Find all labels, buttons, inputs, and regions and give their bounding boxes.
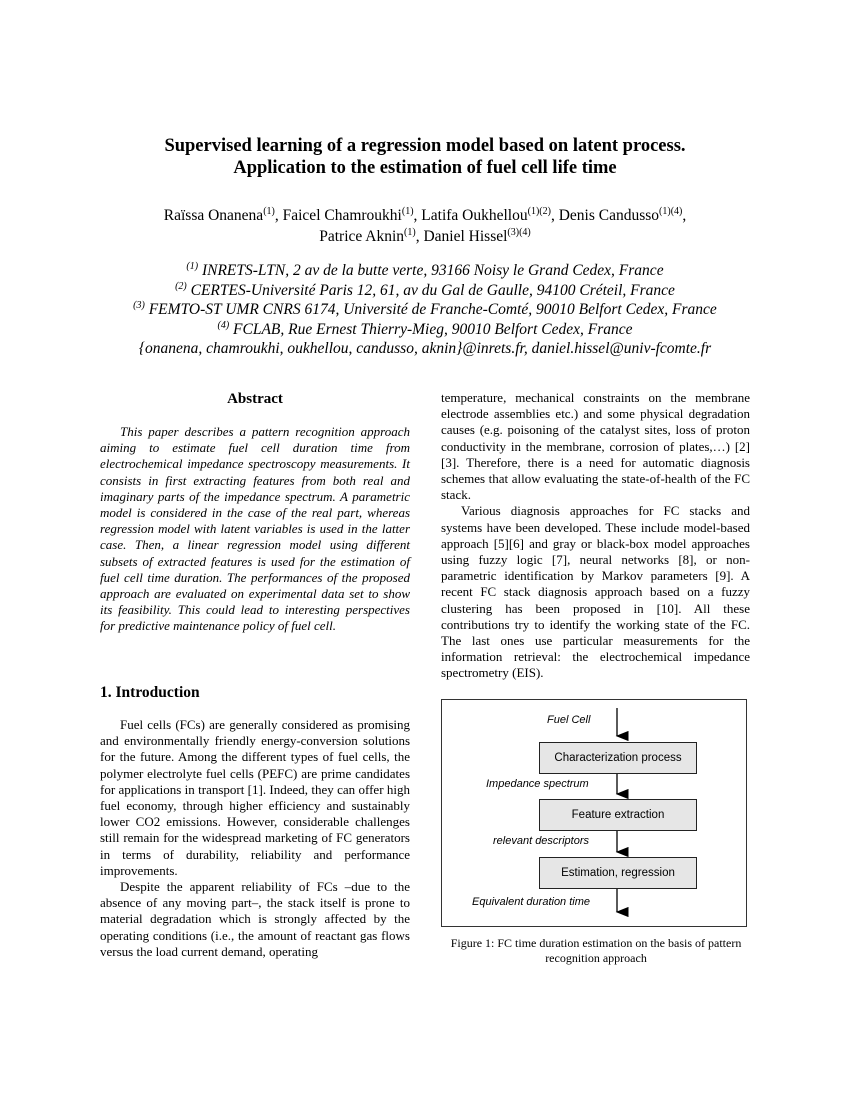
right-column-body	[441, 390, 750, 682]
affiliation-item	[30, 261, 820, 281]
affiliation-text: FCLAB, Rue Ernest Thierry-Mieg, 90010 Belfort Cedex, France	[229, 320, 633, 338]
affiliations	[30, 261, 820, 359]
title-line-2: Application to the estimation of fuel cell life time	[233, 158, 617, 178]
affiliation-number: (1)	[186, 260, 199, 272]
author-emails: {onanena, chamroukhi, oukhellou, candusso, aknin}@inrets.fr, daniel.hissel@univ-fcomte.fr	[138, 340, 712, 357]
paragraph: Various diagnosis approaches for FC stacks and systems have been developed. These include model-based approach [5][6] and gray or black-box model approaches using fuzzy logic [7], neural networks [8], or non-parametric identification by Markov parameters [9]. A recent FC stack diagnosis approach based on a fuzzy clustering has been proposed in [10]. All these contributions try to identify the working state of the FC. The last ones use particular measurements for the information retrieval: the electrochemical impedance spectrometry (EIS).	[441, 503, 750, 681]
paragraph: Despite the apparent reliability of FCs –due to the absence of any moving part–, the stack itself is prone to material degradation which is strongly affected by the operating conditions (i.e., the amount of reactant gas flows versus the load current demand, operating	[100, 879, 410, 959]
author-list	[60, 205, 790, 247]
author-affil-ref: (3)(4)	[507, 226, 531, 238]
label-impedance-spectrum: Impedance spectrum	[486, 778, 589, 790]
author-affil-ref: (1)(4)	[659, 205, 683, 217]
label-equivalent-duration: Equivalent duration time	[472, 896, 591, 908]
affiliation-text: INRETS-LTN, 2 av de la butte verte, 93166 Noisy le Grand Cedex, France	[198, 262, 664, 279]
author-line-1	[60, 205, 790, 226]
author-line-2	[60, 226, 790, 247]
author-affil-ref: (1)	[401, 205, 414, 217]
affiliation-item	[30, 320, 820, 340]
paragraph: temperature, mechanical constraints on the membrane electrode assemblies etc.) and some physical degradation causes (e.g. poisoning of the catalyst sites, loss of proton conductivity in the membrane, corrosion of plates,…) [2][3]. Therefore, there is a need for automatic diagnosis schemes that allow evaluating the state-of-health of the FC stack.	[441, 390, 750, 503]
box-estimation-regression: Estimation, regression	[539, 857, 697, 889]
caption-line-1: Figure 1: FC time duration estimation on the basis of pattern	[450, 936, 742, 950]
paragraph: Fuel cells (FCs) are generally considered as promising and environmentally friendly energy-conversion solutions for the future. Among the different types of fuel cells, the polymer electrolyte fuel cells (PEFC) are prime candidates for applications in transport [1]. Indeed, they can offer high fuel economy, through higher efficiency and sustainably lower CO2 emissions. However, considerable challenges still remain for the widespread marketing of FC generators in terms of durability, reliability and performance improvements.	[100, 717, 410, 878]
author-name: Latifa Oukhellou	[421, 207, 528, 224]
affiliation-item	[30, 281, 820, 301]
title-line-1: Supervised learning of a regression model based on latent process.	[164, 136, 686, 156]
author-name: Daniel Hissel	[423, 228, 508, 245]
section-heading-introduction: 1. Introduction	[100, 684, 200, 701]
affiliation-number: (2)	[175, 280, 187, 292]
author-separator: ,	[413, 207, 422, 224]
affiliation-text: FEMTO-ST UMR CNRS 6174, Université de Franche-Comté, 90010 Belfort Cedex, France	[144, 301, 717, 318]
abstract-heading: Abstract	[227, 391, 283, 407]
author-separator: ,	[550, 207, 559, 224]
paper-title	[60, 135, 790, 179]
label-relevant-descriptors: relevant descriptors	[493, 835, 589, 847]
box-characterization: Characterization process	[539, 742, 697, 774]
author-name: Patrice Aknin	[319, 228, 405, 245]
introduction-body	[100, 717, 410, 960]
affiliation-number: (4)	[217, 319, 230, 331]
figure-1-flowchart	[441, 699, 747, 927]
author-affil-ref: (1)(2)	[527, 205, 551, 217]
author-name: Denis Candusso	[558, 207, 660, 224]
box-feature-extraction: Feature extraction	[539, 799, 697, 831]
author-separator: ,	[415, 228, 424, 245]
author-separator: ,	[682, 207, 687, 224]
author-affil-ref: (1)	[263, 205, 275, 217]
author-name: Raïssa Onanena	[163, 207, 264, 224]
label-fuel-cell: Fuel Cell	[547, 714, 591, 726]
affiliation-item	[30, 300, 820, 320]
caption-line-2: recognition approach	[545, 951, 647, 965]
figure-caption	[441, 936, 751, 966]
author-separator: ,	[274, 207, 283, 224]
author-name: Faicel Chamroukhi	[282, 207, 402, 224]
affiliation-number: (3)	[133, 299, 145, 311]
abstract-text: This paper describes a pattern recognition approach aiming to estimate fuel cell duration time from electrochemical impedance spectroscopy measurements. It consists in first extracting features from both real and imaginary parts of the impedance spectrum. A parametric model is considered in the case of the real part, whereas regression model with latent variables is used in the latter case. Then, a linear regression model using different subsets of extracted features is used for the estimation of fuel cell time duration. The performances of the proposed approach are evaluated on experimental data set to show its feasibility. This could lead to interesting perspectives for predictive maintenance policy of fuel cell.	[100, 424, 410, 634]
affiliation-text: CERTES-Université Paris 12, 61, av du Gal de Gaulle, 94100 Créteil, France	[186, 281, 675, 299]
author-affil-ref: (1)	[404, 226, 416, 238]
